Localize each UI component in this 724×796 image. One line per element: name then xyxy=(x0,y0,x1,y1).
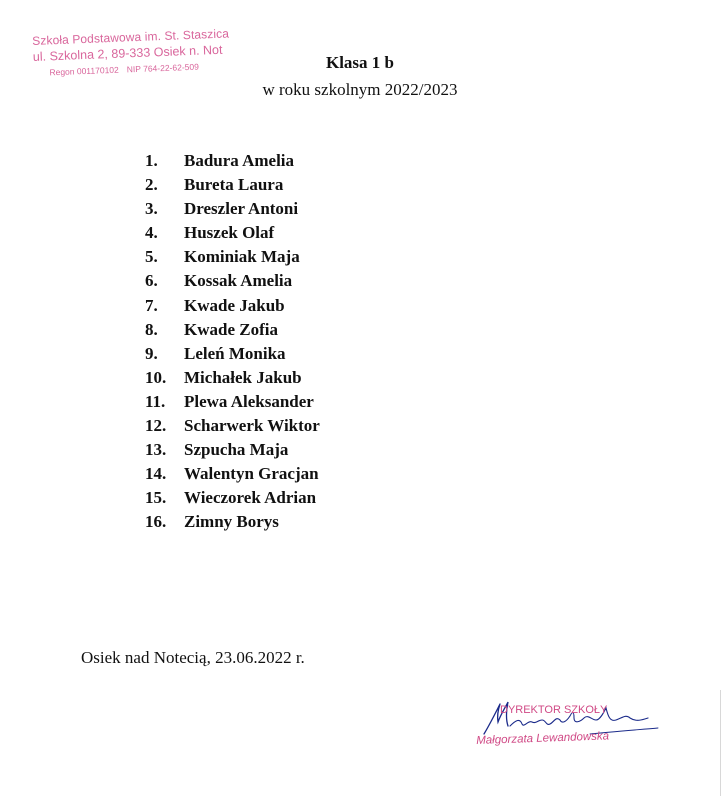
list-item xyxy=(145,150,320,174)
list-item-number: 2. xyxy=(145,175,158,195)
list-item-name: Wieczorek Adrian xyxy=(184,488,317,508)
list-item xyxy=(145,222,320,246)
list-item-number: 11. xyxy=(145,391,166,411)
list-item-name: Scharwerk Wiktor xyxy=(184,416,320,436)
list-item xyxy=(145,511,320,535)
list-item-number: 3. xyxy=(145,199,158,219)
list-item-name: Kossak Amelia xyxy=(184,271,293,291)
list-item-name: Bureta Laura xyxy=(184,175,284,195)
list-item xyxy=(145,198,320,222)
stamp-nip: NIP 764-22-62-509 xyxy=(126,61,200,75)
student-list xyxy=(145,150,320,536)
list-item xyxy=(145,343,320,367)
list-item-name: Michałek Jakub xyxy=(184,367,302,387)
list-item-name: Huszek Olaf xyxy=(184,223,275,243)
stamp-address: ul. Szkolna 2, 89-333 Osiek n. Not xyxy=(32,42,223,64)
list-item-name: Zimny Borys xyxy=(184,512,279,532)
list-item xyxy=(145,487,320,511)
list-item-name: Leleń Monika xyxy=(184,343,286,363)
list-item-name: Dreszler Antoni xyxy=(184,199,299,219)
list-item xyxy=(145,391,320,415)
list-item xyxy=(145,270,320,294)
list-item-number: 9. xyxy=(145,343,158,363)
stamp-school-name: Szkoła Podstawowa im. St. Staszica xyxy=(32,26,230,48)
list-item-name: Plewa Aleksander xyxy=(184,391,314,411)
list-item-name: Szpucha Maja xyxy=(184,440,289,460)
list-item-number: 4. xyxy=(145,223,158,243)
list-item-number: 12. xyxy=(145,416,167,436)
list-item-name: Kwade Zofia xyxy=(184,319,278,339)
list-item xyxy=(145,463,320,487)
stamp-regon: Regon 001170102 xyxy=(49,64,119,78)
director-signature-block xyxy=(470,690,670,760)
page-subtitle: w roku szkolnym 2022/2023 xyxy=(262,80,458,99)
list-item-name: Kominiak Maja xyxy=(184,247,300,267)
list-item-number: 7. xyxy=(145,295,158,315)
list-item-number: 6. xyxy=(145,271,158,291)
list-item xyxy=(145,415,320,439)
list-item xyxy=(145,319,320,343)
list-item-number: 14. xyxy=(145,464,167,484)
list-item xyxy=(145,367,320,391)
list-item-number: 16. xyxy=(145,512,167,532)
list-item xyxy=(145,174,320,198)
list-item xyxy=(145,439,320,463)
handwritten-signature xyxy=(470,690,670,760)
list-item-number: 10. xyxy=(145,367,167,387)
director-role-stamp: DYREKTOR SZKOŁY xyxy=(500,704,608,716)
list-item xyxy=(145,295,320,319)
list-item-name: Walentyn Gracjan xyxy=(184,464,319,484)
list-item xyxy=(145,246,320,270)
list-item-name: Kwade Jakub xyxy=(184,295,285,315)
place-date: Osiek nad Notecią, 23.06.2022 r. xyxy=(81,648,305,667)
list-item-number: 8. xyxy=(145,319,158,339)
list-item-number: 13. xyxy=(145,440,167,460)
list-item-name: Badura Amelia xyxy=(184,151,295,170)
page-title: Klasa 1 b xyxy=(325,53,395,72)
list-item-number: 5. xyxy=(145,247,158,267)
list-item-number: 15. xyxy=(145,488,167,508)
scan-edge-line xyxy=(720,690,721,796)
director-name-stamp: Małgorzata Lewandowska xyxy=(476,730,610,747)
list-item-number: 1. xyxy=(145,151,158,170)
